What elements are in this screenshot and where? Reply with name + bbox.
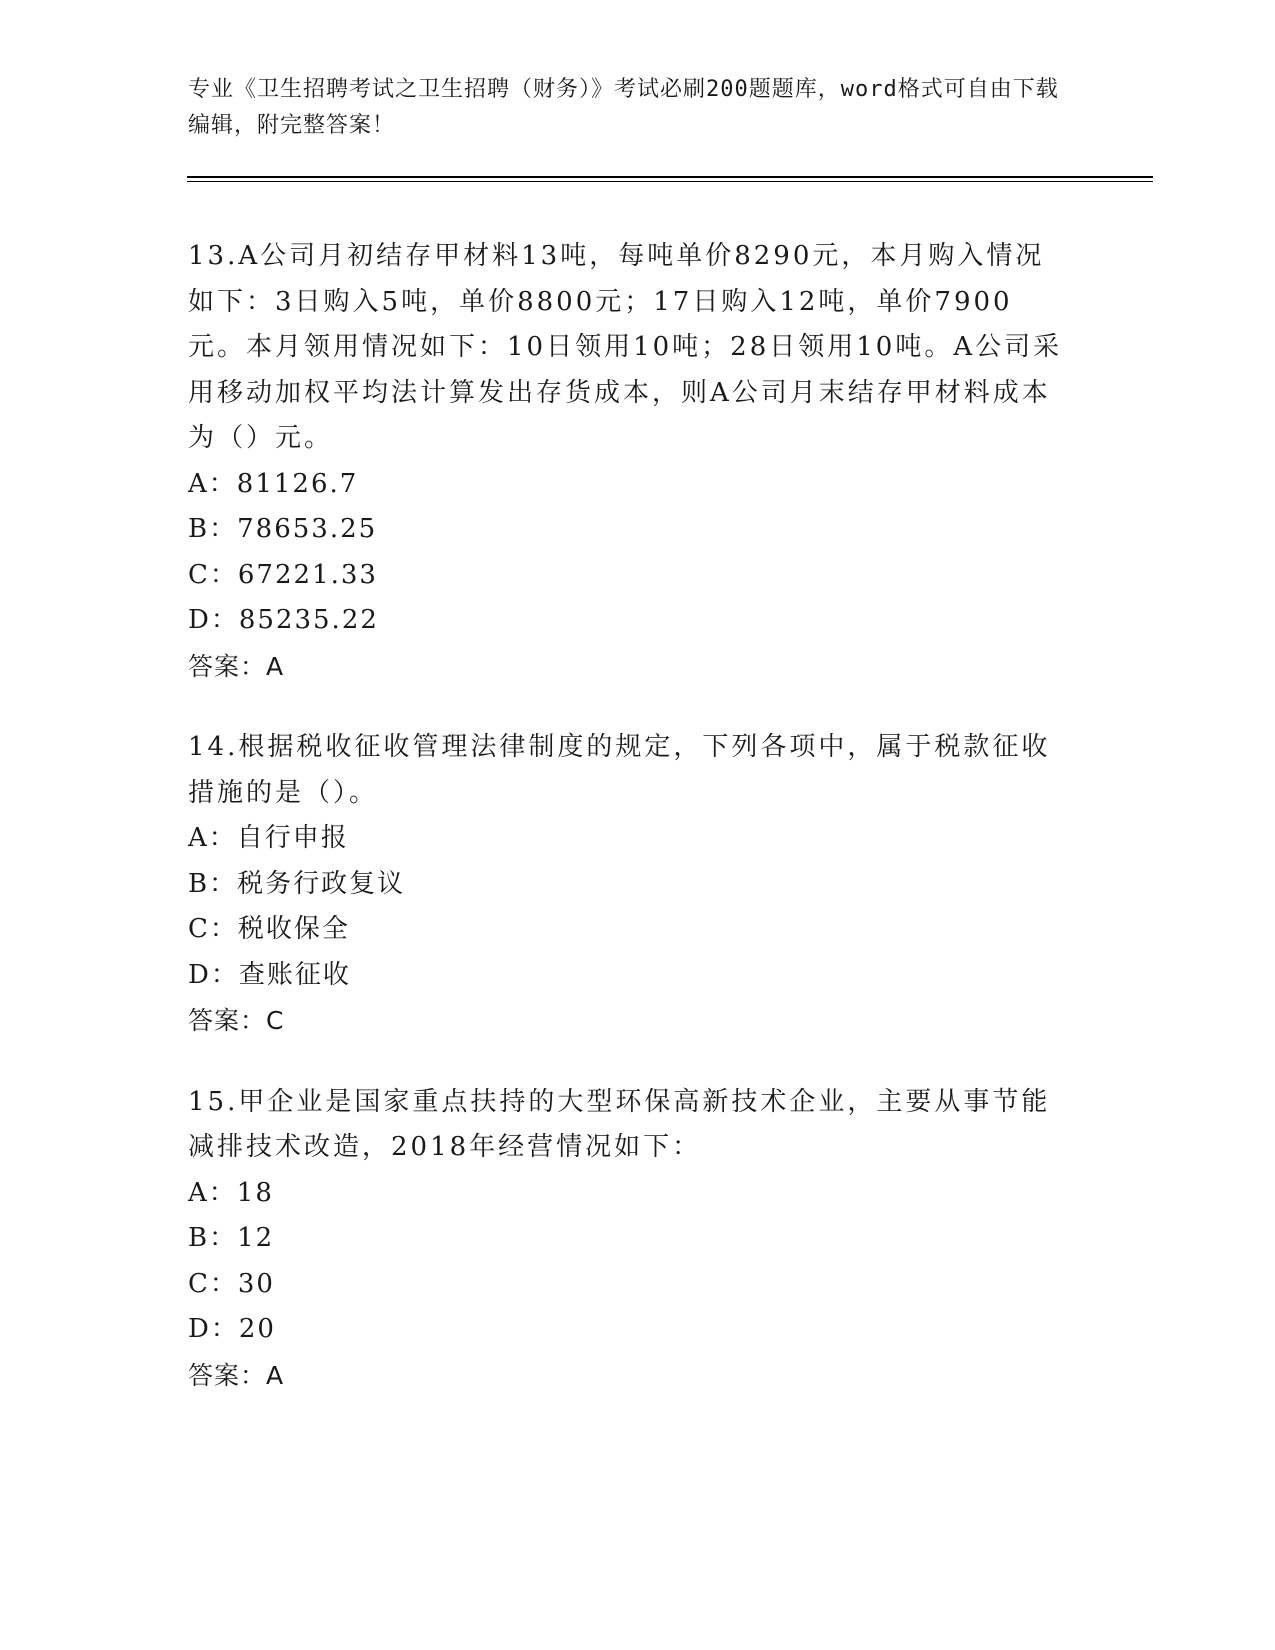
question-15	[188, 1080, 1068, 1399]
option-b: B：78653.25	[188, 514, 378, 544]
question-stem: 15.甲企业是国家重点扶持的大型环保高新技术企业，主要从事节能减排技术改造，2018年经营情况如下：	[188, 1086, 1051, 1162]
header-divider-thick	[187, 176, 1153, 178]
option-d: D：查账征收	[188, 959, 351, 990]
option-d: D：85235.22	[188, 605, 379, 635]
option-b: B：税务行政复议	[188, 868, 406, 899]
answer-line: 答案：C	[188, 1006, 285, 1035]
question-list	[188, 234, 1068, 1434]
question-stem: 13.A公司月初结存甲材料13吨，每吨单价8290元，本月购入情况如下：3日购入5吨，单价8800元；17日购入12吨，单价7900元。本月领用情况如下：10日领用10吨；28日领用10吨。A公司采用移动加权平均法计算发出存货成本，则A公司月末结存甲材料成本为（）元。	[188, 241, 1063, 453]
option-a: A：18	[188, 1177, 274, 1208]
answer-line: 答案：A	[188, 651, 285, 681]
option-a: A：81126.7	[188, 468, 359, 499]
header-divider-thin	[187, 181, 1153, 182]
question-13	[188, 234, 1068, 689]
option-b: B：12	[188, 1223, 275, 1253]
question-14	[188, 725, 1068, 1044]
option-c: C：30	[188, 1268, 275, 1299]
answer-line: 答案：A	[188, 1360, 285, 1390]
option-c: C：税收保全	[188, 914, 350, 944]
option-c: C：67221.33	[188, 559, 378, 590]
question-stem: 14.根据税收征收管理法律制度的规定，下列各项中，属于税款征收措施的是（）。	[188, 732, 1051, 808]
page-header: 专业《卫生招聘考试之卫生招聘（财务）》考试必刷200题题库，word格式可自由下载编辑，附完整答案！	[188, 77, 1059, 138]
option-d: D：20	[188, 1314, 276, 1344]
option-a: A：自行申报	[188, 823, 349, 853]
